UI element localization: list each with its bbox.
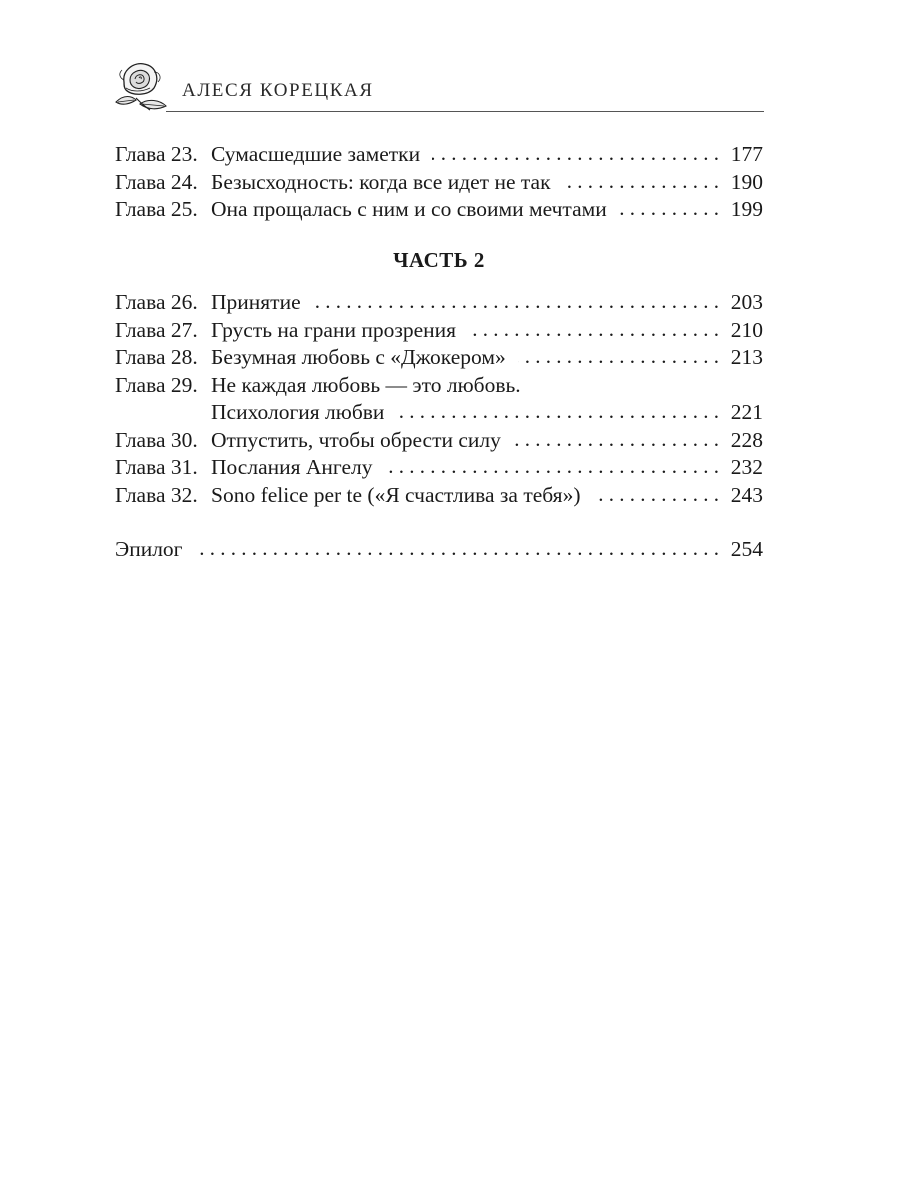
toc-entry-24[interactable] xyxy=(115,169,763,197)
page-number: 243 xyxy=(730,482,763,507)
toc-entry-32[interactable] xyxy=(115,482,763,510)
page-number: 203 xyxy=(730,290,763,314)
page-number: 228 xyxy=(730,427,763,452)
chapter-title: Безысходность: когда все идет не так xyxy=(211,169,551,194)
toc-entry-23[interactable] xyxy=(115,141,763,169)
page-number: 199 xyxy=(730,197,763,221)
dot-leader xyxy=(563,172,719,190)
chapter-label: Глава 28. xyxy=(115,345,198,369)
chapter-label: Глава 24. xyxy=(115,169,198,194)
page-number: 221 xyxy=(730,400,763,424)
page-number: 254 xyxy=(730,537,763,561)
page-number: 210 xyxy=(730,317,763,342)
chapter-title: Послания Ангелу xyxy=(211,455,373,479)
toc-entry-28[interactable] xyxy=(115,344,763,372)
chapter-title: Принятие xyxy=(211,290,301,314)
toc-entry-26[interactable] xyxy=(115,289,763,317)
running-header xyxy=(110,58,764,118)
toc-entry-epilogue[interactable] xyxy=(115,536,763,564)
chapter-title: Не каждая любовь — это любовь. xyxy=(211,372,521,397)
dot-leader xyxy=(619,199,719,217)
toc-entry-30[interactable] xyxy=(115,427,763,455)
page-number: 177 xyxy=(730,142,763,166)
dot-leader xyxy=(385,457,720,475)
page-number: 190 xyxy=(730,169,763,194)
dot-leader xyxy=(468,320,719,338)
running-header-author: АЛЕСЯ КОРЕЦКАЯ xyxy=(182,80,374,101)
chapter-label: Глава 29. xyxy=(115,372,198,397)
chapter-label: Глава 31. xyxy=(115,455,198,479)
dot-leader xyxy=(396,402,719,420)
page-number: 232 xyxy=(730,455,763,479)
page-number: 213 xyxy=(730,345,763,369)
chapter-title: Sono felice per te («Я счастлива за тебя») xyxy=(211,482,581,507)
chapter-title-continued: Психология любви xyxy=(211,400,385,424)
header-rule xyxy=(166,111,764,112)
chapter-label: Глава 30. xyxy=(115,427,198,452)
toc-entry-29-continued[interactable] xyxy=(115,399,763,427)
chapter-title: Отпустить, чтобы обрести силу xyxy=(211,427,501,452)
dot-leader xyxy=(592,485,719,503)
chapter-label: Глава 23. xyxy=(115,142,198,166)
dot-leader xyxy=(195,539,719,557)
chapter-title: Сумасшедшие заметки xyxy=(211,142,421,166)
dot-leader xyxy=(432,144,719,162)
chapter-label: Глава 32. xyxy=(115,482,198,507)
toc-entry-25[interactable] xyxy=(115,196,763,224)
toc-part2 xyxy=(115,289,763,509)
toc-entry-27[interactable] xyxy=(115,317,763,345)
dot-leader xyxy=(513,430,719,448)
toc-epilogue xyxy=(115,536,763,564)
rose-icon xyxy=(110,58,170,112)
chapter-label: Глава 27. xyxy=(115,317,198,342)
chapter-label: Глава 26. xyxy=(115,290,198,314)
toc-entry-31[interactable] xyxy=(115,454,763,482)
chapter-label: Глава 25. xyxy=(115,197,198,221)
part-heading: ЧАСТЬ 2 xyxy=(393,248,485,272)
dot-leader xyxy=(313,292,719,310)
epilogue-title: Эпилог xyxy=(115,537,183,561)
toc-entry-29[interactable] xyxy=(115,372,763,400)
chapter-title: Она прощалась с ним и со своими мечтами xyxy=(211,197,607,221)
chapter-title: Безумная любовь с «Джокером» xyxy=(211,345,506,369)
toc-part1-tail xyxy=(115,141,763,224)
dot-leader xyxy=(518,347,719,365)
chapter-title: Грусть на грани прозрения xyxy=(211,317,457,342)
